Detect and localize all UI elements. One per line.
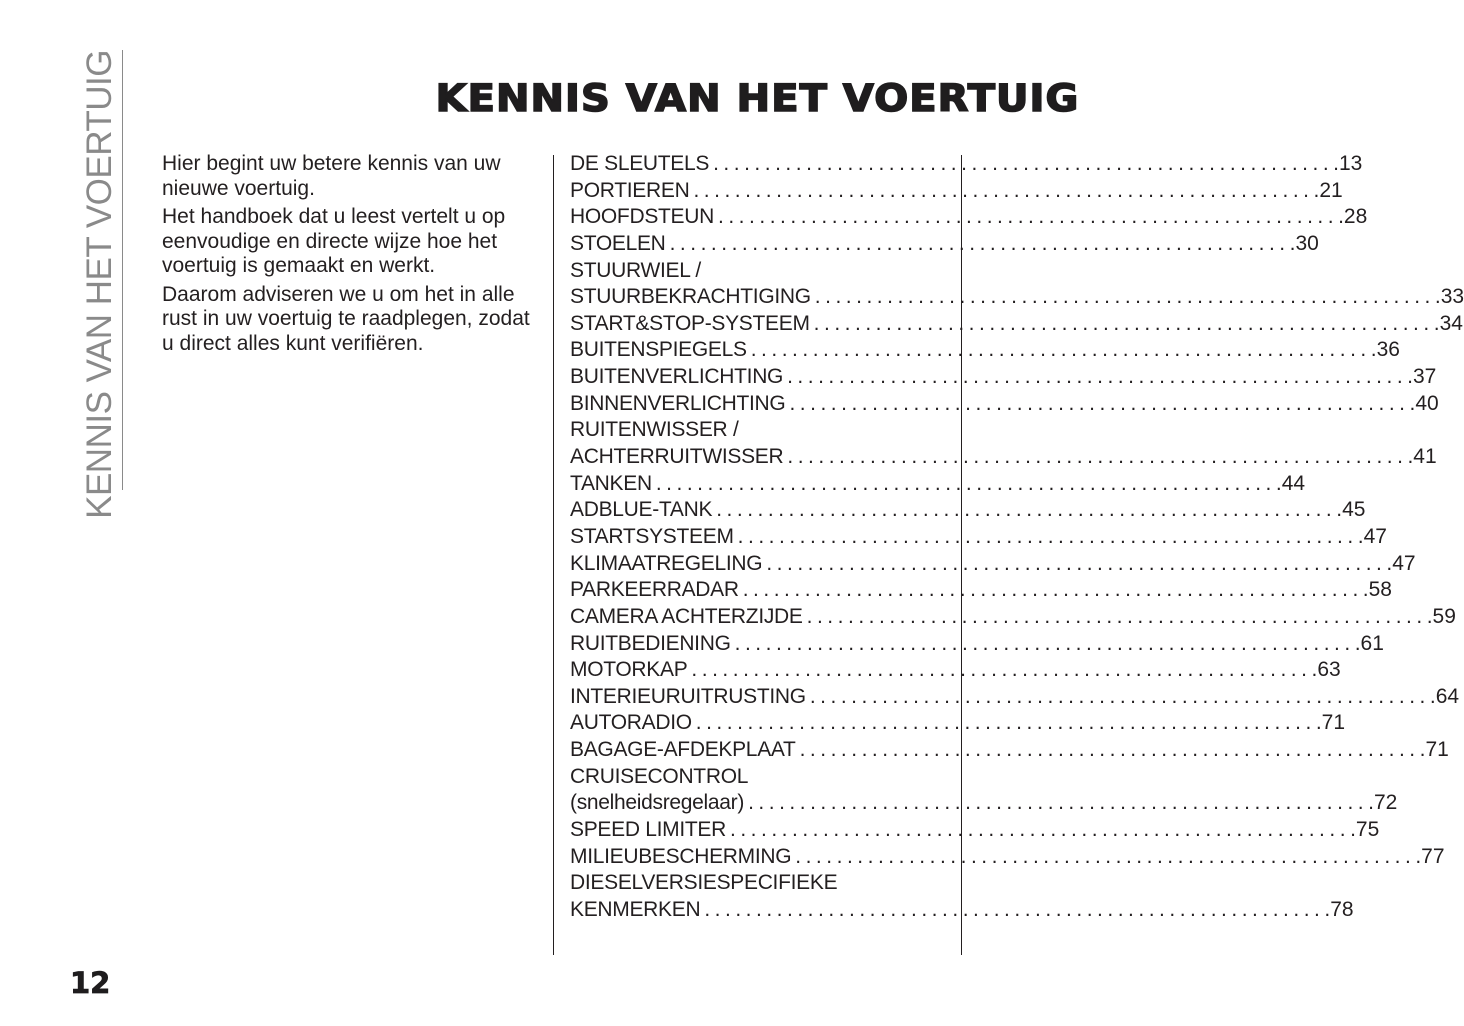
toc-entry-title: SPEED LIMITER xyxy=(570,818,726,842)
toc-dot-leader: ............................................................ xyxy=(716,498,1337,522)
intro-paragraph: Hier begint uw betere kennis van uw nieuwe voertuig. xyxy=(162,152,501,200)
toc-entry[interactable] xyxy=(570,364,1437,391)
side-chapter-label: KENNIS VAN HET VOERTUIG xyxy=(80,50,119,519)
toc-entry[interactable] xyxy=(570,417,944,444)
toc-entry[interactable] xyxy=(570,391,1439,418)
toc-entry-title: TANKEN xyxy=(570,471,652,495)
toc-entry-page: .47 xyxy=(1386,551,1416,575)
toc-entry-title: DE SLEUTELS xyxy=(570,152,710,175)
toc-entry[interactable] xyxy=(570,204,1368,231)
toc-entry[interactable] xyxy=(570,471,1306,498)
toc-dot-leader: ............................................................ xyxy=(729,818,1351,842)
toc-entry[interactable] xyxy=(570,631,1384,658)
toc-entry-page: .59 xyxy=(1426,604,1456,628)
toc-entry-title: MILIEUBESCHERMING xyxy=(570,844,792,868)
toc-entry-title: AUTORADIO xyxy=(570,711,692,735)
toc-entry-title: DIESELVERSIESPECIFIEKE xyxy=(570,871,838,895)
toc-entry-title: STOELEN xyxy=(570,231,666,255)
toc-entry-page: .72 xyxy=(1368,791,1398,815)
toc-entry[interactable] xyxy=(570,444,1437,471)
toc-dot-leader: ............................................................ xyxy=(787,365,1408,389)
toc-dot-leader: ............................................................ xyxy=(787,445,1408,469)
toc-entry[interactable] xyxy=(570,551,1416,578)
toc-entry-page: .58 xyxy=(1362,578,1392,602)
toc-left-rule xyxy=(553,155,554,955)
toc-entry[interactable] xyxy=(570,737,1449,764)
toc-entry[interactable] xyxy=(570,311,1463,338)
toc-entry[interactable] xyxy=(570,178,1343,205)
toc-entry-title: BUITENVERLICHTING xyxy=(570,365,784,389)
intro-text xyxy=(162,152,542,360)
toc-dot-leader: ............................................................ xyxy=(734,631,1355,655)
toc-entry[interactable] xyxy=(570,337,1400,364)
toc-entry[interactable] xyxy=(570,577,1392,604)
toc-entry[interactable] xyxy=(570,844,1445,871)
toc-entry-title: RUITBEDIENING xyxy=(570,631,731,655)
toc-entry-title: MOTORKAP xyxy=(570,658,688,682)
toc-entry-page: .47 xyxy=(1357,524,1387,548)
toc-entry-title: BAGAGE-AFDEKPLAAT xyxy=(570,738,796,762)
toc-dot-leader: ............................................................ xyxy=(750,338,1371,362)
toc-entry-page: .78 xyxy=(1324,897,1354,921)
toc-entry-title: HOOFDSTEUN xyxy=(570,205,715,229)
table-of-contents xyxy=(570,151,1464,924)
toc-dot-leader: ............................................................ xyxy=(693,178,1314,202)
toc-dot-leader: ............................................................ xyxy=(695,711,1316,735)
toc-entry-page: .21 xyxy=(1313,178,1343,202)
toc-entry-page: .41 xyxy=(1407,445,1437,469)
toc-entry[interactable] xyxy=(570,524,1387,551)
toc-entry-page: .71 xyxy=(1419,738,1449,762)
toc-entry-title: PORTIEREN xyxy=(570,178,690,202)
intro-paragraph: Het handboek dat u leest vertelt u op eenvoudige en directe wijze hoe het voertuig is gemaakt en werkt. xyxy=(162,205,506,277)
page-number: 12 xyxy=(70,966,111,1000)
toc-entry-page: .44 xyxy=(1275,471,1306,495)
toc-entry[interactable] xyxy=(570,870,944,897)
toc-entry[interactable] xyxy=(570,258,944,285)
toc-dot-leader: ............................................................ xyxy=(748,791,1369,815)
toc-entry-title: STUURBEKRACHTIGING xyxy=(570,285,811,309)
toc-entry-title: ADBLUE-TANK xyxy=(570,498,713,522)
toc-dot-leader: ............................................................ xyxy=(737,524,1358,548)
side-chapter-rule xyxy=(122,50,123,490)
toc-dot-leader: ............................................................ xyxy=(813,311,1434,335)
page-title: KENNIS VAN HET VOERTUIG xyxy=(435,76,1080,120)
toc-entry[interactable] xyxy=(570,231,1319,258)
toc-dot-leader: ............................................................ xyxy=(704,897,1325,921)
intro-paragraph: Daarom adviseren we u om het in alle rust in uw voertuig te raadplegen, zodat u direct alles kunt verifiëren. xyxy=(162,282,530,355)
toc-entry-page: .61 xyxy=(1354,631,1384,655)
toc-entry-title: START&STOP-SYSTEEM xyxy=(570,311,810,335)
toc-entry-page: .13 xyxy=(1333,152,1363,175)
toc-entry-page: .28 xyxy=(1338,205,1368,229)
toc-entry-title: INTERIEURUITRUSTING xyxy=(570,684,806,708)
toc-entry[interactable] xyxy=(570,790,1398,817)
toc-entry-title: STUURWIEL / xyxy=(570,258,701,282)
toc-entry[interactable] xyxy=(570,764,944,791)
toc-entry-title: KLIMAATREGELING xyxy=(570,551,763,575)
toc-entry-page: .40 xyxy=(1409,391,1439,415)
toc-entry-title: (snelheidsregelaar) xyxy=(570,791,745,815)
toc-entry-title: CAMERA ACHTERZIJDE xyxy=(570,604,803,628)
toc-dot-leader: ............................................................ xyxy=(766,551,1387,575)
toc-entry[interactable] xyxy=(570,710,1346,737)
toc-dot-leader: ............................................................ xyxy=(718,205,1339,229)
toc-entry-title: RUITENWISSER / xyxy=(570,418,739,442)
toc-dot-leader: ............................................................ xyxy=(789,391,1410,415)
side-chapter-tab xyxy=(80,50,120,519)
toc-dot-leader: ............................................................ xyxy=(691,658,1312,682)
toc-entry[interactable] xyxy=(570,497,1366,524)
toc-entry[interactable] xyxy=(570,151,1363,178)
toc-dot-leader: ............................................................ xyxy=(742,578,1363,602)
toc-entry-page: .37 xyxy=(1407,365,1437,389)
toc-entry-page: .30 xyxy=(1289,231,1319,255)
toc-entry-title: KENMERKEN xyxy=(570,897,701,921)
toc-entry[interactable] xyxy=(570,684,1460,711)
toc-entry-page: .36 xyxy=(1370,338,1400,362)
toc-entry[interactable] xyxy=(570,604,1456,631)
toc-entry-title: PARKEERRADAR xyxy=(570,578,739,602)
toc-dot-leader: ............................................................ xyxy=(806,604,1427,628)
toc-entry-page: .75 xyxy=(1350,818,1380,842)
toc-entry-title: STARTSYSTEEM xyxy=(570,524,734,548)
toc-entry-page: .45 xyxy=(1336,498,1366,522)
toc-entry[interactable] xyxy=(570,657,1341,684)
toc-entry-page: .64 xyxy=(1429,684,1460,708)
toc-entry-page: .71 xyxy=(1315,711,1346,735)
toc-entry-page: .77 xyxy=(1415,844,1445,868)
toc-entry-page: .34 xyxy=(1433,311,1463,335)
toc-entry-title: BUITENSPIEGELS xyxy=(570,338,747,362)
toc-dot-leader: ............................................................ xyxy=(795,844,1416,868)
toc-dot-leader: ............................................................ xyxy=(655,471,1276,495)
toc-dot-leader: ............................................................ xyxy=(799,738,1420,762)
toc-entry-title: BINNENVERLICHTING xyxy=(570,391,786,415)
toc-dot-leader: ............................................................ xyxy=(814,285,1435,309)
toc-entry[interactable] xyxy=(570,284,1464,311)
toc-entry[interactable] xyxy=(570,897,1354,924)
toc-entry-title: CRUISECONTROL xyxy=(570,764,749,788)
toc-dot-leader: ............................................................ xyxy=(669,231,1290,255)
toc-entry-title: ACHTERRUITWISSER xyxy=(570,445,784,469)
toc-entry-page: .33 xyxy=(1434,285,1464,309)
toc-entry[interactable] xyxy=(570,817,1380,844)
toc-entry-page: .63 xyxy=(1311,658,1341,682)
toc-dot-leader: ............................................................ xyxy=(713,152,1334,175)
toc-dot-leader: ............................................................ xyxy=(809,684,1430,708)
